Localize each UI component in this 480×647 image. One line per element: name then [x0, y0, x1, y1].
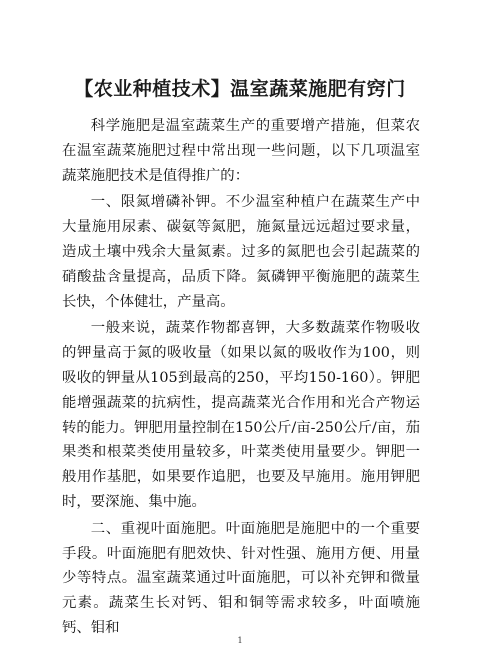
paragraph-intro: 科学施肥是温室蔬菜生产的重要增产措施，但菜农在温室蔬菜施肥过程中常出现一些问题，以下几项温室蔬菜施肥技术是值得推广的： [62, 118, 420, 184]
paragraph-section-2: 二、重视叶面施肥。叶面施肥是施肥中的一个重要手段。叶面施肥有肥效快、针对性强、施用方便、用量少等特点。温室蔬菜通过叶面施肥，可以补充钾和微量元素。蔬菜生长对钙、钼和铜等需求较多，叶面喷施钙、钼和 [62, 520, 420, 636]
paragraph-potassium: 一般来说，蔬菜作物都喜钾，大多数蔬菜作物吸收的钾量高于氮的吸收量（如果以氮的吸收作为100，则吸收的钾量从105到最高的250，平均150-160）。钾肥能增强蔬菜的抗病性，提高蔬菜光合作用和光合产物运转的能力。钾肥用量控制在150公斤/亩-250公斤/亩，茄果类和根菜类使用量较多，叶菜类使用量要少。钾肥一般用作基肥，如果要作追肥，也要及早施用。施用钾肥时，要深施、集中施。 [62, 320, 420, 510]
page-number: 1 [237, 636, 243, 645]
paragraph-section-1: 一、限氮增磷补钾。不少温室种植户在蔬菜生产中大量施用尿素、碳氨等氮肥，施氮量远远超过要求量，造成土壤中残余大量氮素。过多的氮肥也会引起蔬菜的硝酸盐含量提高，品质下降。氮磷钾平衡施肥的蔬菜生长快，个体健壮，产量高。 [62, 194, 420, 310]
document-title: 【农业种植技术】温室蔬菜施肥有窍门 [74, 78, 406, 100]
document-body [62, 114, 420, 643]
